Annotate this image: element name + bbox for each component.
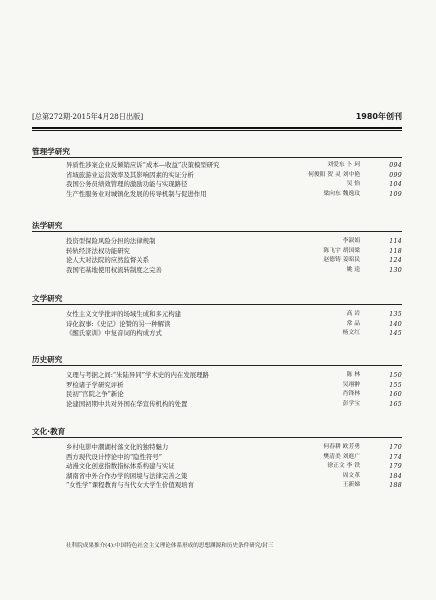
entry-authors: 肖锋林 xyxy=(342,391,360,398)
entry-page: 155 xyxy=(389,381,402,389)
section-title: 历史研究 xyxy=(32,355,63,364)
toc-entry[interactable] xyxy=(32,329,402,339)
entry-authors: 何春耕 欧芳勇 xyxy=(323,444,360,450)
founded-note: 1980年创刊 xyxy=(355,112,402,121)
entry-authors: 彭学宝 xyxy=(342,400,360,407)
entry-title: 异质性涉案企业反倾销应诉“成本—收益”决策模型研究 xyxy=(66,161,220,169)
entry-title: 《醒氏家训》中复音词的构成方式 xyxy=(66,329,162,338)
entry-authors: 姚 逵 xyxy=(346,266,360,273)
toc-entry[interactable] xyxy=(32,320,402,330)
entry-title: “女性学”课程教育与当代女大学生价值观培育 xyxy=(66,481,194,490)
toc-entry[interactable] xyxy=(32,443,402,453)
toc-entry[interactable] xyxy=(32,266,402,276)
toc-entry[interactable] xyxy=(32,453,402,463)
section-title: 管理学研究 xyxy=(32,147,70,156)
toc-entry[interactable] xyxy=(32,171,402,181)
toc-entry[interactable] xyxy=(32,190,402,200)
entry-page: 165 xyxy=(389,400,402,408)
entry-page: 135 xyxy=(389,311,402,318)
section-rule xyxy=(32,365,402,366)
toc-entry[interactable] xyxy=(32,161,402,171)
section-law xyxy=(32,220,402,275)
section-rule xyxy=(32,304,402,305)
entry-page: 104 xyxy=(389,181,402,189)
entry-authors: 陈 林 xyxy=(346,372,360,378)
section-culture-education xyxy=(32,426,402,491)
toc-entry[interactable] xyxy=(32,237,402,247)
entry-title: 乡村电影中潮湖村落文化的独特魅力 xyxy=(66,443,169,451)
toc-entry[interactable] xyxy=(32,247,402,257)
toc-entry[interactable] xyxy=(32,256,402,266)
entry-page: 140 xyxy=(389,320,402,328)
entry-title: 西方现代设计悖论中的“隐性符号” xyxy=(66,452,163,461)
entry-title: 女性主义文学批评的场域生成和多元构建 xyxy=(66,310,182,318)
entry-title: 论建国初期中共对外国在华宣传机构的处置 xyxy=(66,399,188,408)
entry-title: 省域旅游业运营效率及其影响因素的实证分析 xyxy=(66,170,194,179)
entry-authors: 吴 怡 xyxy=(346,181,360,188)
entry-authors: 陈飞宇 胡国梁 xyxy=(323,247,360,254)
entry-authors: 李淑娟 xyxy=(342,238,360,244)
issue-info: [总第272期·2015年4月28日出版] xyxy=(32,112,144,121)
section-title: 文化·教育 xyxy=(32,427,66,436)
section-rule xyxy=(32,437,402,438)
entry-page: 150 xyxy=(389,372,402,379)
entry-page: 118 xyxy=(389,247,402,255)
entry-page: 145 xyxy=(389,330,402,338)
section-rule xyxy=(32,157,402,158)
toc-entry[interactable] xyxy=(32,180,402,190)
entry-page: 170 xyxy=(389,444,402,451)
entry-title: 论人大对法院的应然监督关系 xyxy=(66,256,150,265)
section-history xyxy=(32,354,402,409)
entry-title: 我国公务员绩效管理的激励功能与实现路径 xyxy=(66,180,188,189)
entry-title: 动漫文化创意指数指标体系构建与实证 xyxy=(66,462,175,471)
section-literature xyxy=(32,293,402,339)
entry-authors: 吴翊翀 xyxy=(342,381,360,388)
toc-entry[interactable] xyxy=(32,310,402,320)
entry-page: 130 xyxy=(389,266,402,274)
entry-title: 湖南省中外合作办学的困境与法律完善之策 xyxy=(66,471,188,480)
footer-note: 社科院成果推介(4):中国特色社会主义理论体系形成的思想渊源和历史条件研究/封三 xyxy=(66,543,274,549)
section-rule xyxy=(32,231,402,232)
toc-entry[interactable] xyxy=(32,400,402,410)
toc-entry[interactable] xyxy=(32,371,402,381)
entry-authors: 杨文红 xyxy=(342,330,360,337)
header-rule-thick xyxy=(32,127,402,129)
entry-page: 114 xyxy=(389,238,402,245)
entry-title: 义理与考据之间:“朱陆异同”学术史的内在发展理路 xyxy=(66,371,209,379)
entry-title: 民初“宫院之争”新论 xyxy=(66,390,124,399)
section-title: 文学研究 xyxy=(32,294,63,303)
entry-authors: 赵德铸 姜昭民 xyxy=(323,257,360,264)
issue-header xyxy=(32,112,402,126)
entry-authors: 梁向东 魏逸玟 xyxy=(323,190,360,197)
toc-entry[interactable] xyxy=(32,462,402,472)
toc-entry[interactable] xyxy=(32,381,402,391)
entry-page: 184 xyxy=(389,472,402,480)
entry-page: 174 xyxy=(389,453,402,461)
entry-page: 094 xyxy=(389,162,402,169)
entry-page: 124 xyxy=(389,257,402,265)
entry-page: 109 xyxy=(389,190,402,198)
entry-title: 我国宅基地使用权流转制度之完善 xyxy=(66,265,162,274)
entry-authors: 刘爱东 卜 珂 xyxy=(327,162,360,168)
entry-title: 转轨经济法权功能研究 xyxy=(66,246,130,255)
entry-authors: 樊清美 刘進广 xyxy=(323,453,360,460)
entry-authors: 王新娣 xyxy=(342,482,360,489)
toc-entry[interactable] xyxy=(32,390,402,400)
entry-page: 160 xyxy=(389,391,402,399)
entry-title: 投资型保险风险分担的法律规制 xyxy=(66,237,156,245)
entry-page: 179 xyxy=(389,463,402,471)
entry-authors: 周文革 xyxy=(342,472,360,479)
entry-title: 生产性服务业对城镇化发展的传导机制与促进作用 xyxy=(66,189,207,198)
entry-title: 诗化叙事:《史记》论赞的另一种解读 xyxy=(66,319,171,328)
entry-page: 188 xyxy=(389,482,402,490)
toc-entry[interactable] xyxy=(32,481,402,491)
entry-authors: 徐正文 李 铁 xyxy=(327,463,360,470)
entry-authors: 何俊阳 贺 灵 刘中艳 xyxy=(308,171,360,178)
entry-authors: 高 岩 xyxy=(346,311,360,317)
entry-authors: 常 品 xyxy=(346,320,360,327)
entry-page: 099 xyxy=(389,171,402,179)
section-management xyxy=(32,146,402,199)
entry-title: 罗检诸子学研究评析 xyxy=(66,380,124,389)
toc-entry[interactable] xyxy=(32,472,402,482)
section-title: 法学研究 xyxy=(32,221,63,230)
header-rule-thin xyxy=(32,130,402,131)
